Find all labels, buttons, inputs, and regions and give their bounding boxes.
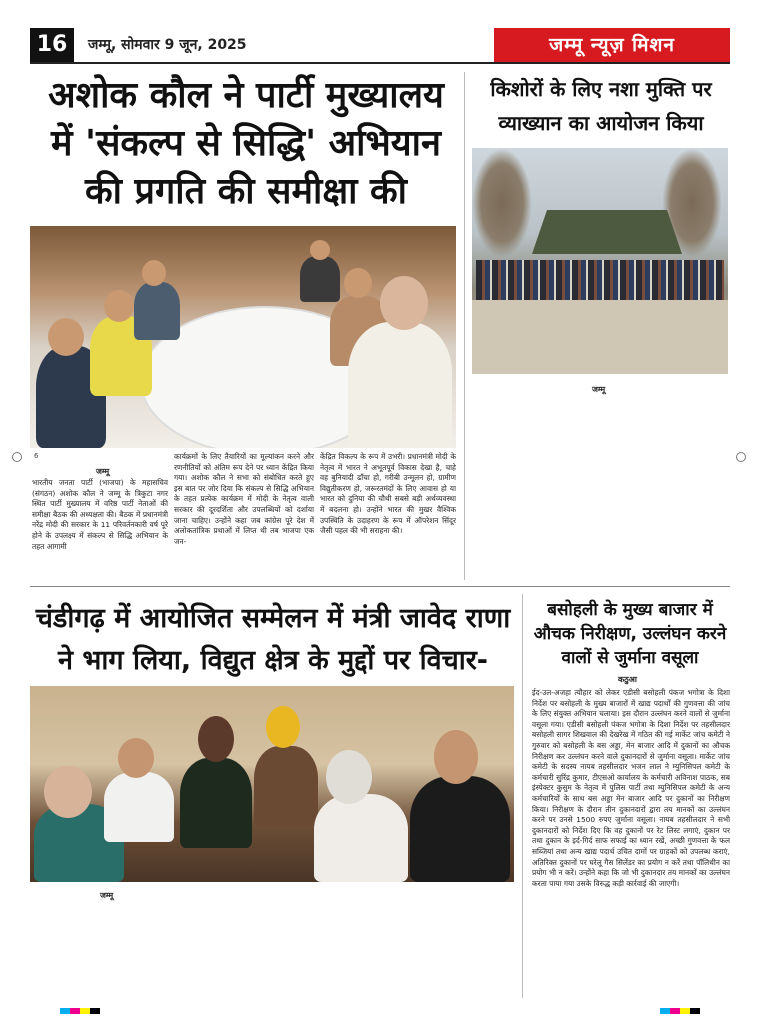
attendee xyxy=(348,322,452,448)
registration-mark xyxy=(736,452,746,462)
tree xyxy=(472,148,532,258)
attendee xyxy=(254,746,318,826)
attendee-head xyxy=(198,716,234,762)
masthead xyxy=(30,28,730,64)
ground xyxy=(472,300,728,374)
story-dateline: जम्मू xyxy=(96,467,110,476)
shelter-roof xyxy=(532,210,682,254)
youth-lecture-headline: किशोरों के लिए नशा मुक्ति पर व्याख्यान का आयोजन किया xyxy=(490,77,712,135)
attendee-head xyxy=(326,750,372,804)
story-column-2: कार्यक्रमों के लिए तैयारियों का मूल्यांकन करने और रणनीतियों को अंतिम रूप देने पर ध्यान केंद्रित किया गया। अशोक कौल ने सभा को संबोधित करते हुए इस बात पर जोर दिया कि संकल्प से सिद्धि अभियान के तहत प्रत्येक कार्यक्रम में मोदी के नेतृत्व वाली सरकार की दूरदर्शिता और उपलब्धियों को दर्शाया जाना चाहिए। उन्होंने कहा जब कांग्रेस पूरे देश में अलोकतांत्रिक प्रथाओं में लिप्त थी तब भाजपा एक जन- xyxy=(174,452,314,546)
issue-date: जम्मू, सोमवार 9 जून, 2025 xyxy=(88,37,247,53)
youth-lecture-photo xyxy=(472,148,728,374)
attendee-head xyxy=(434,730,478,784)
meeting-photo xyxy=(30,226,456,448)
photo-credit: 6 xyxy=(34,452,39,460)
attendee xyxy=(410,776,510,882)
attendee-head xyxy=(104,290,134,322)
inspection-story-body: ईद-उल-अजहा त्यौहार को लेकर एडीसी बसोहली पंकज भगोत्रा के दिशा निर्देश पर बसोहली के मुख्य बाजारों में खाद्य पदार्थों की गुणवत्ता की जांच के लिए संयुक्त अभियान चलाया। इस दौरान उल्लंघन करने वालों से जुर्माना वसूला गया। एडीसी बसोहली पंकज भगोत्रा के दिशा निर्देश पर तहसीलदार बसोहली सागर शिखवाल की देखरेख में गठित की गई मार्केट जांच कमेटी ने गुरुवार को बसोहली के बस अड्डा, मेन बाजार आदि में दुकानों का औचक निरीक्षण कर उल्लंघन करने वाले दुकानदारों से जुर्माना वसूला। मार्केट जांच कमेटी के सदस्य नायब तहसीलदार भजन लाल ने म्युनिसिपल कमेटी के कर्मचारी सुरिंद्र कुमार, टीएसओ कार्यालय के कर्मचारी अविनाश पाठक, सब इंस्पेक्टर कुसुम के नेतृत्व में पुलिस पार्टी तथा म्युनिसिपल कमेटी के अन्य कर्मचारियों के साथ बस अड्डा मेन बाजार आदि पर दुकानों का निरीक्षण किया। निरीक्षण के दौरान तीन दुकानदारों द्वारा तय मानकों का उल्लंघन करने पर उनसे 1500 रुपए जुर्माना वसूला। नायब तहसीलदार ने सभी दुकानदारों को निर्देश दिए कि वह दुकानों पर रेट लिस्ट लगाएं, दुकान पर तथा दुकान के इर्द-गिर्द साफ सफाई का ध्यान रखें, अच्छी गुणवत्ता के फल सब्जियां तथा अन्य खाद्य पदार्थ उचित दामों पर ग्राहकों को उपलब्ध कराएं, अतिरिक्त दुकानों पर घरेलू गैस सिलेंडर का प्रयोग न करें तथा पॉलिथीन का प्रयोग भी न करें। उन्होंने कहा कि जो भी दुकानदार तय मानकों का उल्लंघन करता पाया गया उसके विरुद्ध कड़ी कार्रवाई की जाएगी। xyxy=(532,688,730,888)
column-divider xyxy=(464,72,465,580)
story-column-3: केंद्रित विकल्प के रूप में उभरी। प्रधानमंत्री मोदी के नेतृत्व में भारत ने अभूतपूर्व विकास देखा है, चाहे वह बुनियादी ढाँचा हो, गरीबी उन्मूलन हो, ग्रामीण विद्युतीकरण हो, जरूरतमंदों के लिए आवास हो या भारत को दुनिया की चौथी सबसे बड़ी अर्थव्यवस्था में बदलना हो। उन्होंने भारत की मुखर वैश्विक उपस्थिति के उदाहरण के रूप में ऑपरेशन सिंदूर जैसी पहल की भी सराहना की। xyxy=(320,452,456,536)
newspaper-brand: जम्मू न्यूज़ मिशन xyxy=(494,28,730,62)
attendee-head xyxy=(266,706,300,748)
conference-photo xyxy=(30,686,514,882)
inspection-headline: बसोहली के मुख्य बाजार में औचक निरीक्षण, उल्लंघन करने वालों से जुर्माना वसूला xyxy=(533,600,727,668)
attendee-head xyxy=(118,738,154,778)
main-headline: अशोक कौल ने पार्टी मुख्यालय में 'संकल्प से सिद्धि' अभियान की प्रगति की समीक्षा की xyxy=(48,75,444,212)
attendee xyxy=(104,772,174,842)
story-dateline: जम्मू xyxy=(100,891,114,900)
attendee-head xyxy=(380,276,428,330)
attendee xyxy=(314,794,408,882)
attendee xyxy=(134,282,180,340)
column-divider xyxy=(522,594,523,998)
page-number: 16 xyxy=(30,28,74,62)
section-divider xyxy=(30,586,730,587)
story-dateline: कठुआ xyxy=(618,675,637,684)
conference-headline: चंडीगढ़ में आयोजित सम्मेलन में मंत्री जावेद राणा ने भाग लिया, विद्युत क्षेत्र के मुद्दों पर विचार- xyxy=(35,603,511,676)
attendee xyxy=(300,256,340,302)
attendee-head xyxy=(310,240,330,260)
attendee-head xyxy=(344,268,372,298)
attendee-head xyxy=(142,260,166,286)
color-registration-bar xyxy=(660,1008,700,1014)
crowd-of-youth xyxy=(476,260,724,300)
attendee-head xyxy=(48,318,84,356)
story-column-1: भारतीय जनता पार्टी (भाजपा) के महासचिव (संगठन) अशोक कौल ने जम्मू के त्रिकुटा नगर स्थित पार्टी मुख्यालय में वरिष्ठ पार्टी नेताओं की समीक्षा बैठक की अध्यक्षता की। बैठक में प्रधानमंत्री नरेंद्र मोदी की सरकार के 11 परिवर्तनकारी वर्ष पूरे होने के उपलक्ष्य में संकल्प से सिद्धि अभियान के तहत आगामी xyxy=(32,478,168,551)
attendee-head xyxy=(44,766,92,818)
color-registration-bar xyxy=(60,1008,100,1014)
attendee xyxy=(180,758,252,848)
registration-mark xyxy=(12,452,22,462)
story-dateline: जम्मू xyxy=(592,385,606,394)
